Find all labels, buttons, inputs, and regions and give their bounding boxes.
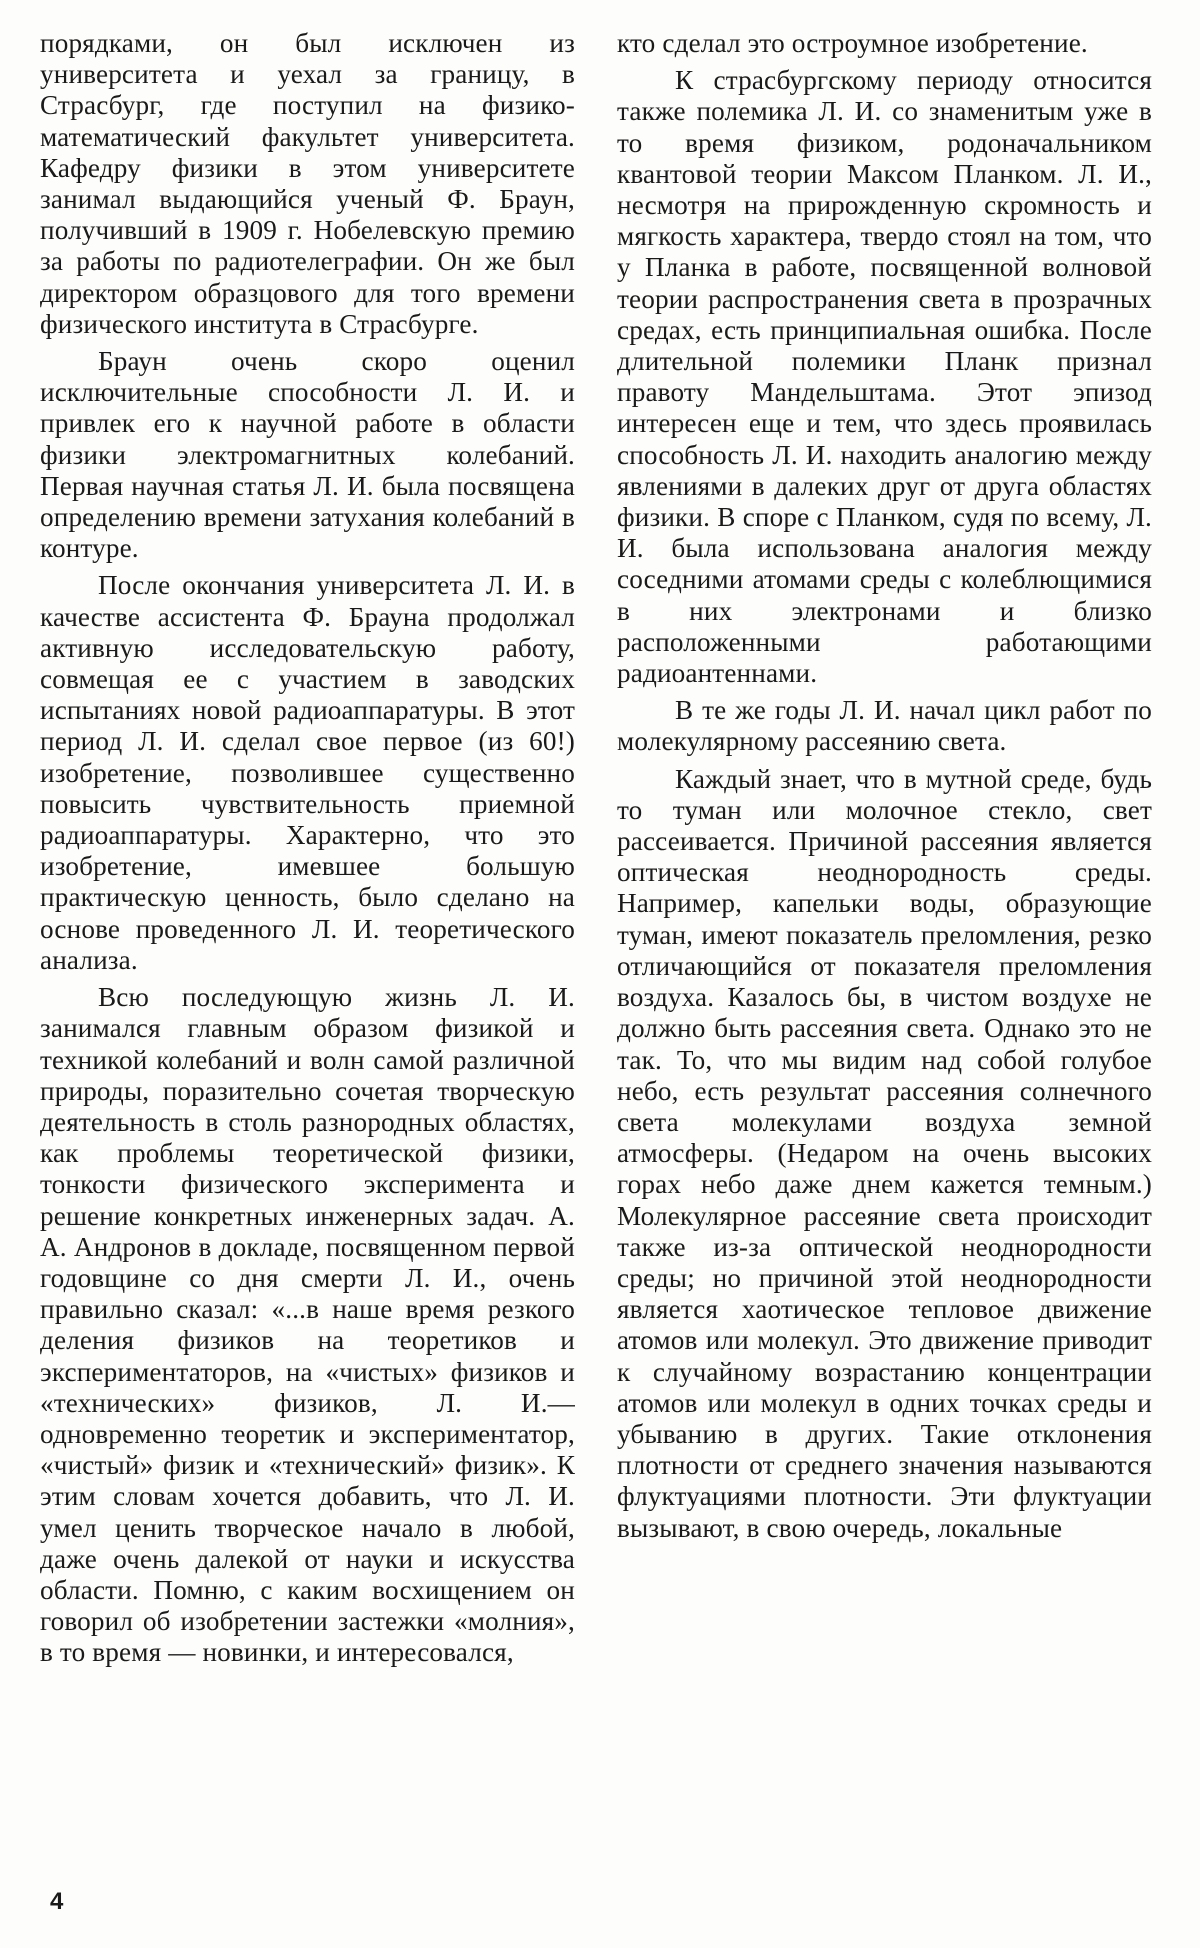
right-paragraph-1: кто сделал это остроумное изобретение. xyxy=(617,28,1088,58)
page-number: 4 xyxy=(50,1888,64,1915)
right-paragraph-2: К страсбургскому периоду относится также полемика Л. И. со знаменитым уже в то время физиком, родоначальником квантовой теории Максом Планком. Л. И., несмотря на прирожденную скромность и мягкость характера, твердо стоял на том, что у Планка в работе, посвященной волновой теории распространения света в прозрачных средах, есть принципиальная ошибка. После длительной полемики Планк признал правоту Мандельштама. Этот эпизод интересен еще и тем, что здесь проявилась способность Л. И. находить аналогию между явлениями в далеких друг от друга областях физики. В споре с Планком, судя по всему, Л. И. была использована аналогия между соседними атомами среды с колеблющимися в них электронами и близко расположенными работающими радиоантеннами. xyxy=(617,65,1152,689)
left-paragraph-1: порядками, он был исключен из университета и уехал за границу, в Страсбург, где поступил на физико-математический факультет университета. Кафедру физики в этом университете занимал выдающийся ученый Ф. Браун, получивший в 1909 г. Нобелевскую премию за работы по радиотелеграфии. Он же был директором образцового для того времени физического института в Страсбурге. xyxy=(40,28,575,339)
left-paragraph-3: После окончания университета Л. И. в качестве ассистента Ф. Брауна продолжал активную исследовательскую работу, совмещая ее с участием в заводских испытаниях новой радиоаппаратуры. В этот период Л. И. сделал свое первое (из 60!) изобретение, позволившее существенно повысить чувствительность приемной радиоаппаратуры. Характерно, что это изобретение, имевшее большую практическую ценность, было сделано на основе проведенного Л. И. теоретического анализа. xyxy=(40,570,575,975)
left-column xyxy=(40,28,575,1675)
right-paragraph-4: Каждый знает, что в мутной среде, будь то туман или молочное стекло, свет рассеивается. Причиной рассеяния является оптическая неоднородность среды. Например, капельки воды, образующие туман, имеют показатель преломления, резко отличающийся от показателя преломления воздуха. Казалось бы, в чистом воздухе не должно быть рассеяния света. Однако это не так. То, что мы видим над собой голубое небо, есть результат рассеяния солнечного света молекулами воздуха земной атмосферы. (Недаром на очень высоких горах небо даже днем кажется темным.) Молекулярное рассеяние света происходит также из-за оптической неоднородности среды; но причиной этой неоднородности является хаотическое тепловое движение атомов или молекул. Это движение приводит к случайному возрастанию концентрации атомов или молекул в одних точках среды и убыванию в других. Такие отклонения плотности от среднего значения называются флуктуациями плотности. Эти флуктуации вызывают, в свою очередь, локальные xyxy=(617,763,1152,1543)
left-paragraph-2: Браун очень скоро оценил исключительные способности Л. И. и привлек его к научной работе в области физики электромагнитных колебаний. Первая научная статья Л. И. была посвящена определению времени затухания колебаний в контуре. xyxy=(40,346,575,564)
right-paragraph-3: В те же годы Л. И. начал цикл работ по молекулярному рассеянию света. xyxy=(617,695,1152,757)
right-column xyxy=(617,28,1152,1550)
left-paragraph-4: Всю последующую жизнь Л. И. занимался главным образом физикой и техникой колебаний и волн самой различной природы, поразительно сочетая творческую деятельность в столь разнородных областях, как проблемы теоретической физики, тонкости физического эксперимента и решение конкретных инженерных задач. А. А. Андронов в докладе, посвященном первой годовщине со дня смерти Л. И., очень правильно сказал: «...в наше время резкого деления физиков на теоретиков и экспериментаторов, на «чистых» физиков и «технических» физиков, Л. И.— одновременно теоретик и экспериментатор, «чистый» физик и «технический» физик». К этим словам хочется добавить, что Л. И. умел ценить творческое начало в любой, даже очень далекой от науки и искусства области. Помню, с каким восхищением он говорил об изобретении застежки «молния», в то время — новинки, и интересовался, xyxy=(40,982,575,1668)
